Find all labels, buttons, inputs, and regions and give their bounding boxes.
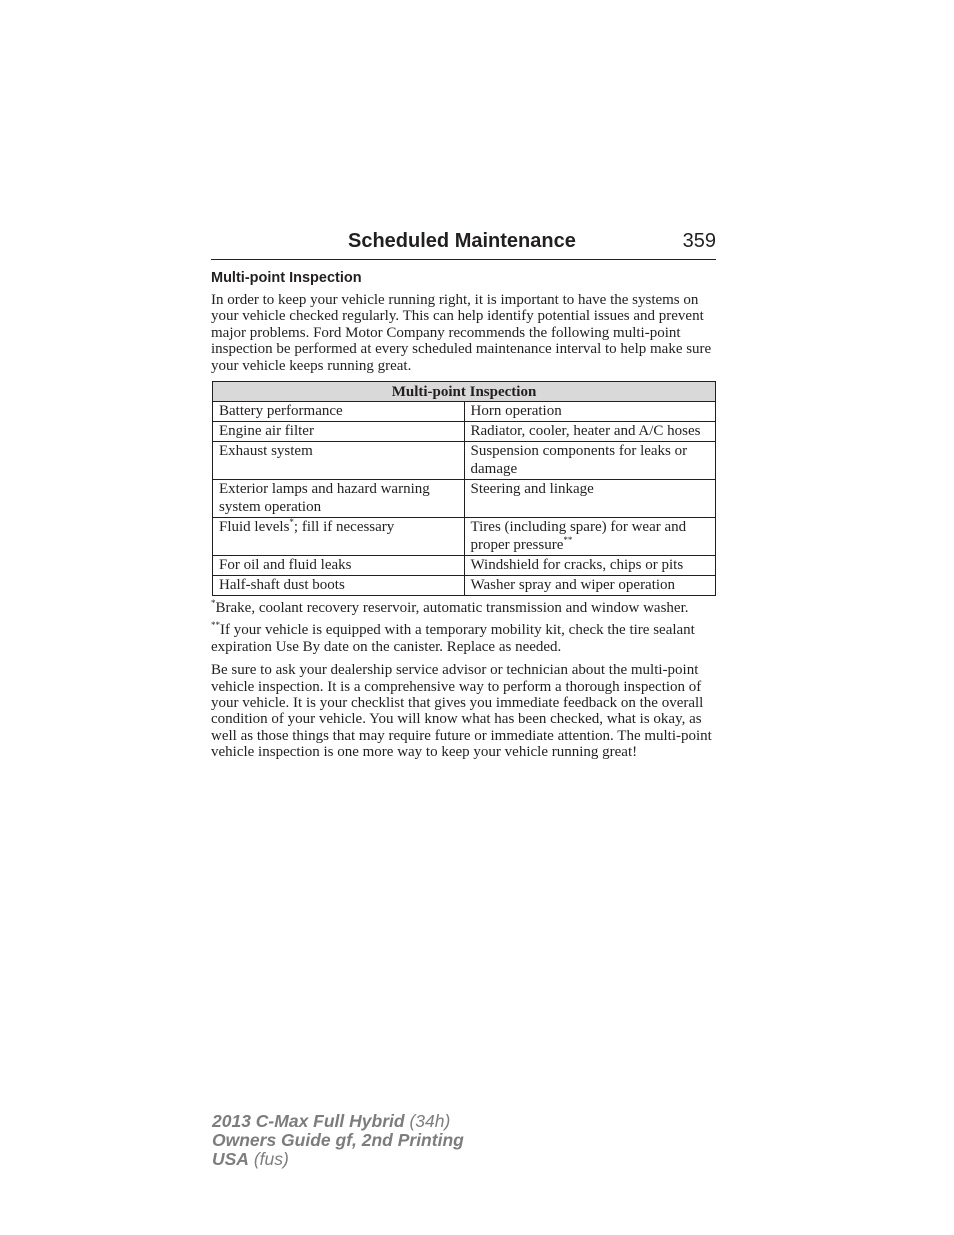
table-title: Multi-point Inspection <box>213 382 716 402</box>
table-cell: Half-shaft dust boots <box>213 576 465 596</box>
footer-market: USA <box>212 1149 249 1169</box>
page-header <box>211 230 716 260</box>
table-cell: For oil and fluid leaks <box>213 556 465 576</box>
table-cell: Suspension components for leaks or damage <box>464 442 716 480</box>
table-cell <box>464 518 716 556</box>
footer-line <box>212 1150 464 1169</box>
footnote-text: If your vehicle is equipped with a temporary mobility kit, check the tire sealant expiration Use By date on the canister. Replace as needed. <box>211 622 695 655</box>
footnote <box>211 600 716 616</box>
footnote-mark: * <box>211 598 216 609</box>
table-cell: Windshield for cracks, chips or pits <box>464 556 716 576</box>
cell-text: Fluid levels <box>219 519 290 536</box>
table-cell: Horn operation <box>464 402 716 422</box>
table-cell: Exterior lamps and hazard warning system operation <box>213 480 465 518</box>
table-cell: Battery performance <box>213 402 465 422</box>
footnote-mark: * <box>289 517 294 528</box>
table-row <box>213 442 716 480</box>
footnote-text: Brake, coolant recovery reservoir, automatic transmission and window washer. <box>215 600 689 617</box>
table-cell: Exhaust system <box>213 442 465 480</box>
footnote-mark: ** <box>563 535 573 546</box>
page-content <box>211 230 716 761</box>
footer-line <box>212 1112 464 1131</box>
inspection-table <box>212 381 716 596</box>
closing-paragraph: Be sure to ask your dealership service advisor or technician about the multi-point vehicle inspection. It is a comprehensive way to perform a thorough inspection of your vehicle. It is your checklist that gives you immediate feedback on the overall condition of your vehicle. You will know what has been checked, what is okay, as well as those things that may require future or immediate attention. The multi-point vehicle inspection is one more way to keep your vehicle running great! <box>211 662 712 761</box>
footnote <box>211 622 716 655</box>
table-row <box>213 518 716 556</box>
intro-paragraph: In order to keep your vehicle running right, it is important to have the systems on your vehicle checked regularly. This can help identify potential issues and prevent major problems. Ford Motor Company recommends the following multi-point inspection be performed at every scheduled maintenance interval to help make sure your vehicle keeps running great. <box>211 292 712 374</box>
table-cell <box>213 518 465 556</box>
footer-printing: Owners Guide gf, 2nd Printing <box>212 1130 464 1150</box>
cell-text-suffix: ; fill if necessary <box>293 519 395 536</box>
chapter-title: Scheduled Maintenance <box>348 230 576 252</box>
footnote-mark: ** <box>211 620 220 631</box>
footer-model: 2013 C-Max Full Hybrid <box>212 1111 405 1131</box>
table-cell: Engine air filter <box>213 422 465 442</box>
section-heading: Multi-point Inspection <box>211 270 362 286</box>
table-row <box>213 556 716 576</box>
table-row <box>213 576 716 596</box>
cell-text: Tires (including spare) for wear and proper pressure <box>470 519 687 554</box>
table-row <box>213 402 716 422</box>
page-number: 359 <box>682 230 716 252</box>
table-cell: Steering and linkage <box>464 480 716 518</box>
table-cell: Washer spray and wiper operation <box>464 576 716 596</box>
page-footer <box>212 1112 464 1169</box>
footer-line <box>212 1131 464 1150</box>
footer-code: (34h) <box>409 1111 451 1131</box>
table-row <box>213 422 716 442</box>
table-cell: Radiator, cooler, heater and A/C hoses <box>464 422 716 442</box>
table-row <box>213 480 716 518</box>
footer-market-code: (fus) <box>253 1149 289 1169</box>
